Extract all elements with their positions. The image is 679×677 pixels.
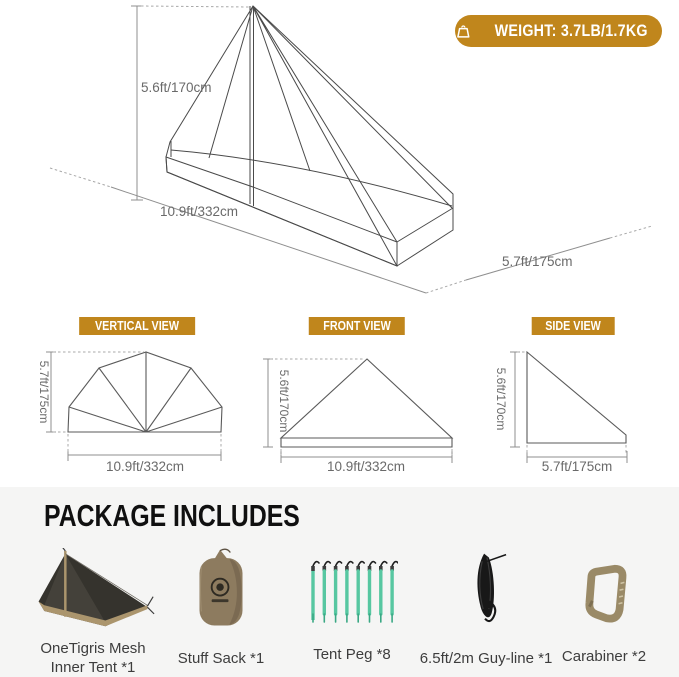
- item-label-line2: Inner Tent *1: [50, 659, 136, 676]
- vertical-view-badge-text: VERTICAL VIEW: [94, 319, 180, 333]
- package-includes-panel: [0, 487, 679, 677]
- item-label-line1: Stuff Sack *1: [177, 649, 265, 667]
- side-view-badge: [532, 317, 615, 335]
- weight-badge-text: WEIGHT: 3.7LB/1.7KG: [494, 21, 648, 40]
- vertical-view-badge: [79, 317, 195, 335]
- side-view-drawing: [494, 352, 627, 474]
- item-label-line1: Tent Peg *8: [313, 645, 391, 663]
- carabiner-image: [576, 562, 632, 630]
- front-view-hdim-label: 10.9ft/332cm: [326, 459, 406, 474]
- package-item-inner-tent: [18, 546, 168, 677]
- package-item-label: [313, 634, 391, 674]
- front-view-drawing: [263, 359, 452, 474]
- weight-icon: [455, 22, 472, 41]
- hero-depth-label: 5.7ft/175cm: [502, 254, 573, 269]
- package-item-stuff-sack: [156, 546, 286, 677]
- hero-height-label: 5.6ft/170cm: [141, 80, 212, 95]
- tent-3d-dimensions: [50, 6, 652, 293]
- vertical-view-vdim-label: 5.7ft/175cm: [37, 360, 51, 424]
- weight-badge: [455, 15, 662, 47]
- package-item-guy-line: [411, 546, 561, 677]
- hero-length-label: 10.9ft/332cm: [160, 204, 239, 219]
- package-item-carabiner: [544, 546, 664, 676]
- side-view-vdim-label: 5.6ft/170cm: [494, 367, 508, 431]
- inner-tent-image: [29, 548, 157, 632]
- vertical-view-drawing: [37, 352, 222, 474]
- stuff-sack-image: [188, 546, 254, 632]
- item-label-line1: OneTigris Mesh: [40, 640, 146, 657]
- guy-line-image: [460, 546, 512, 632]
- package-item-label: [420, 638, 553, 677]
- package-item-tent-pegs: [297, 546, 407, 674]
- front-view-vdim-label: 5.6ft/170cm: [277, 369, 291, 433]
- front-view-badge-text: FRONT VIEW: [323, 319, 391, 333]
- tent-pegs-image: [306, 556, 398, 628]
- package-item-label: [40, 638, 145, 677]
- item-label-line1: Carabiner *2: [561, 647, 647, 665]
- package-item-label: [562, 636, 646, 676]
- tent-3d-wireframe: [166, 6, 453, 266]
- vertical-view-hdim-label: 10.9ft/332cm: [105, 459, 185, 474]
- item-label-line1: 6.5ft/2m Guy-line *1: [419, 649, 553, 667]
- package-includes-title: PACKAGE INCLUDES: [44, 498, 300, 533]
- package-item-label: [178, 638, 264, 677]
- side-view-badge-text: SIDE VIEW: [545, 319, 601, 333]
- side-view-hdim-label: 5.7ft/175cm: [541, 459, 613, 474]
- front-view-badge: [309, 317, 405, 335]
